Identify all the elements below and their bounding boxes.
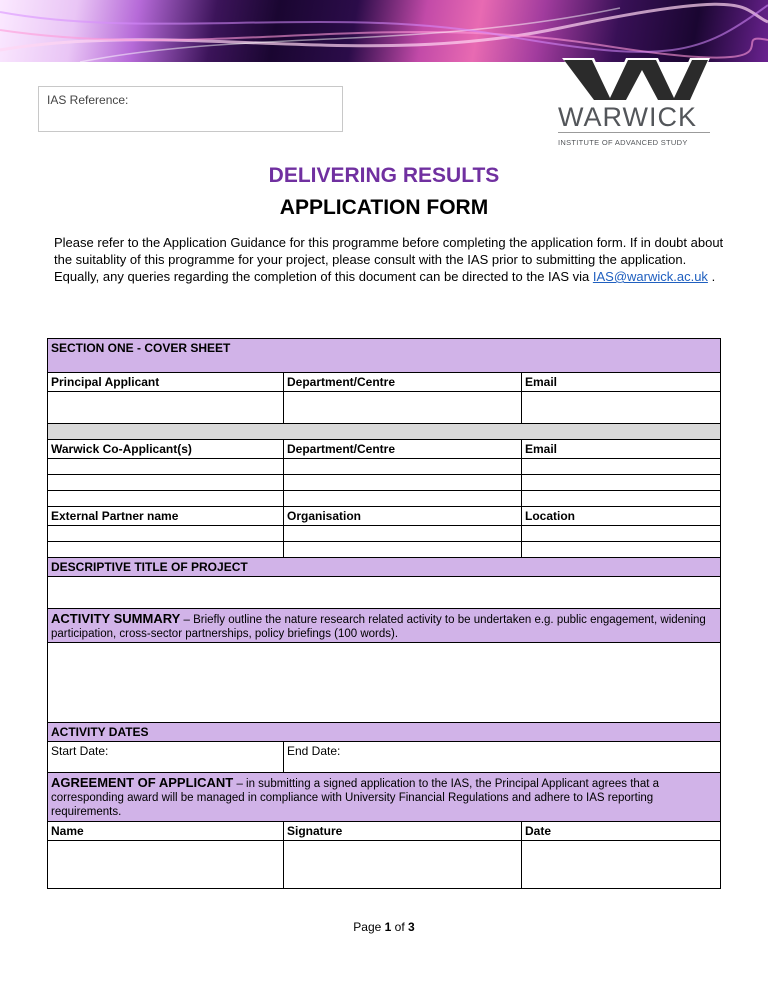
activity-summary-heading: [48, 609, 721, 643]
warwick-logo: [548, 58, 720, 154]
project-title-input[interactable]: [48, 577, 721, 609]
activity-dates-heading: ACTIVITY DATES: [48, 723, 721, 742]
page-footer: [0, 920, 768, 934]
intro-text: Please refer to the Application Guidance for this programme before completing the application form. If in doubt about the suitablity of this programme for your project, please consult with the IAS prior to submitting the application. Equally, any queries regarding the completion of this document can be directed to the IAS via: [54, 235, 724, 284]
co-applicant-email-label: Email: [522, 440, 721, 459]
logo-subtitle: INSTITUTE OF ADVANCED STUDY: [558, 138, 688, 147]
project-title-heading: DESCRIPTIVE TITLE OF PROJECT: [48, 558, 721, 577]
activity-summary-title: ACTIVITY SUMMARY: [51, 611, 181, 626]
banner-streaks: [0, 0, 768, 62]
principal-applicant-input[interactable]: [48, 392, 284, 424]
name-label: Name: [48, 822, 284, 841]
principal-department-label: Department/Centre: [284, 373, 522, 392]
end-date-field[interactable]: [284, 742, 721, 773]
organisation-input-1[interactable]: [284, 526, 522, 542]
ias-reference-field[interactable]: [38, 86, 343, 132]
external-partner-input-2[interactable]: [48, 542, 284, 558]
principal-department-input[interactable]: [284, 392, 522, 424]
date-label: Date: [522, 822, 721, 841]
intro-after: .: [711, 269, 716, 284]
page-subtitle: APPLICATION FORM: [279, 196, 489, 219]
logo-divider: [558, 132, 710, 133]
external-partner-label: External Partner name: [48, 507, 284, 526]
agreement-heading: [48, 773, 721, 822]
footer-separator: of: [391, 920, 409, 934]
co-applicant-department-input-2[interactable]: [284, 475, 522, 491]
co-applicant-email-input-1[interactable]: [522, 459, 721, 475]
spacer-row: [48, 424, 721, 440]
co-applicant-input-1[interactable]: [48, 459, 284, 475]
co-applicant-email-input-3[interactable]: [522, 491, 721, 507]
start-date-label: Start Date:: [51, 744, 109, 758]
location-label: Location: [522, 507, 721, 526]
principal-email-label: Email: [522, 373, 721, 392]
location-input-2[interactable]: [522, 542, 721, 558]
name-input[interactable]: [48, 841, 284, 889]
co-applicant-department-label: Department/Centre: [284, 440, 522, 459]
start-date-field[interactable]: [48, 742, 284, 773]
intro-paragraph: [54, 234, 724, 285]
principal-email-input[interactable]: [522, 392, 721, 424]
principal-applicant-label: Principal Applicant: [48, 373, 284, 392]
signature-label: Signature: [284, 822, 522, 841]
section-one-heading: SECTION ONE - COVER SHEET: [48, 339, 721, 373]
ias-email-link[interactable]: IAS@warwick.ac.uk: [592, 269, 708, 284]
location-input-1[interactable]: [522, 526, 721, 542]
activity-summary-input[interactable]: [48, 643, 721, 723]
activity-summary-desc: – Briefly outline the nature research related activity to be undertaken e.g. public engagement, widening participation, cross-sector partnerships, policy briefings (100 words).: [51, 614, 706, 640]
organisation-input-2[interactable]: [284, 542, 522, 558]
co-applicant-department-input-3[interactable]: [284, 491, 522, 507]
ias-reference-label: IAS Reference:: [47, 93, 129, 107]
signature-input[interactable]: [284, 841, 522, 889]
external-partner-input-1[interactable]: [48, 526, 284, 542]
footer-current-page: 1: [384, 920, 392, 934]
co-applicant-input-3[interactable]: [48, 491, 284, 507]
co-applicant-email-input-2[interactable]: [522, 475, 721, 491]
date-input[interactable]: [522, 841, 721, 889]
footer-total-pages: 3: [408, 920, 415, 934]
co-applicant-department-input-1[interactable]: [284, 459, 522, 475]
end-date-label: End Date:: [287, 744, 341, 758]
footer-prefix: Page: [353, 920, 385, 934]
agreement-title: AGREEMENT OF APPLICANT: [51, 775, 234, 790]
logo-wordmark: WARWICK: [558, 102, 697, 132]
co-applicant-input-2[interactable]: [48, 475, 284, 491]
co-applicant-label: Warwick Co-Applicant(s): [48, 440, 284, 459]
agreement-desc: – in submitting a signed application to the IAS, the Principal Applicant agrees that a corresponding award will be managed in compliance with University Financial Regulations and adhere to IAS reporting requirements.: [51, 778, 660, 818]
warwick-w-mark-icon: [548, 58, 720, 102]
page-title: DELIVERING RESULTS: [268, 164, 500, 187]
organisation-label: Organisation: [284, 507, 522, 526]
header-banner: [0, 0, 768, 62]
application-form-table: [47, 338, 721, 889]
